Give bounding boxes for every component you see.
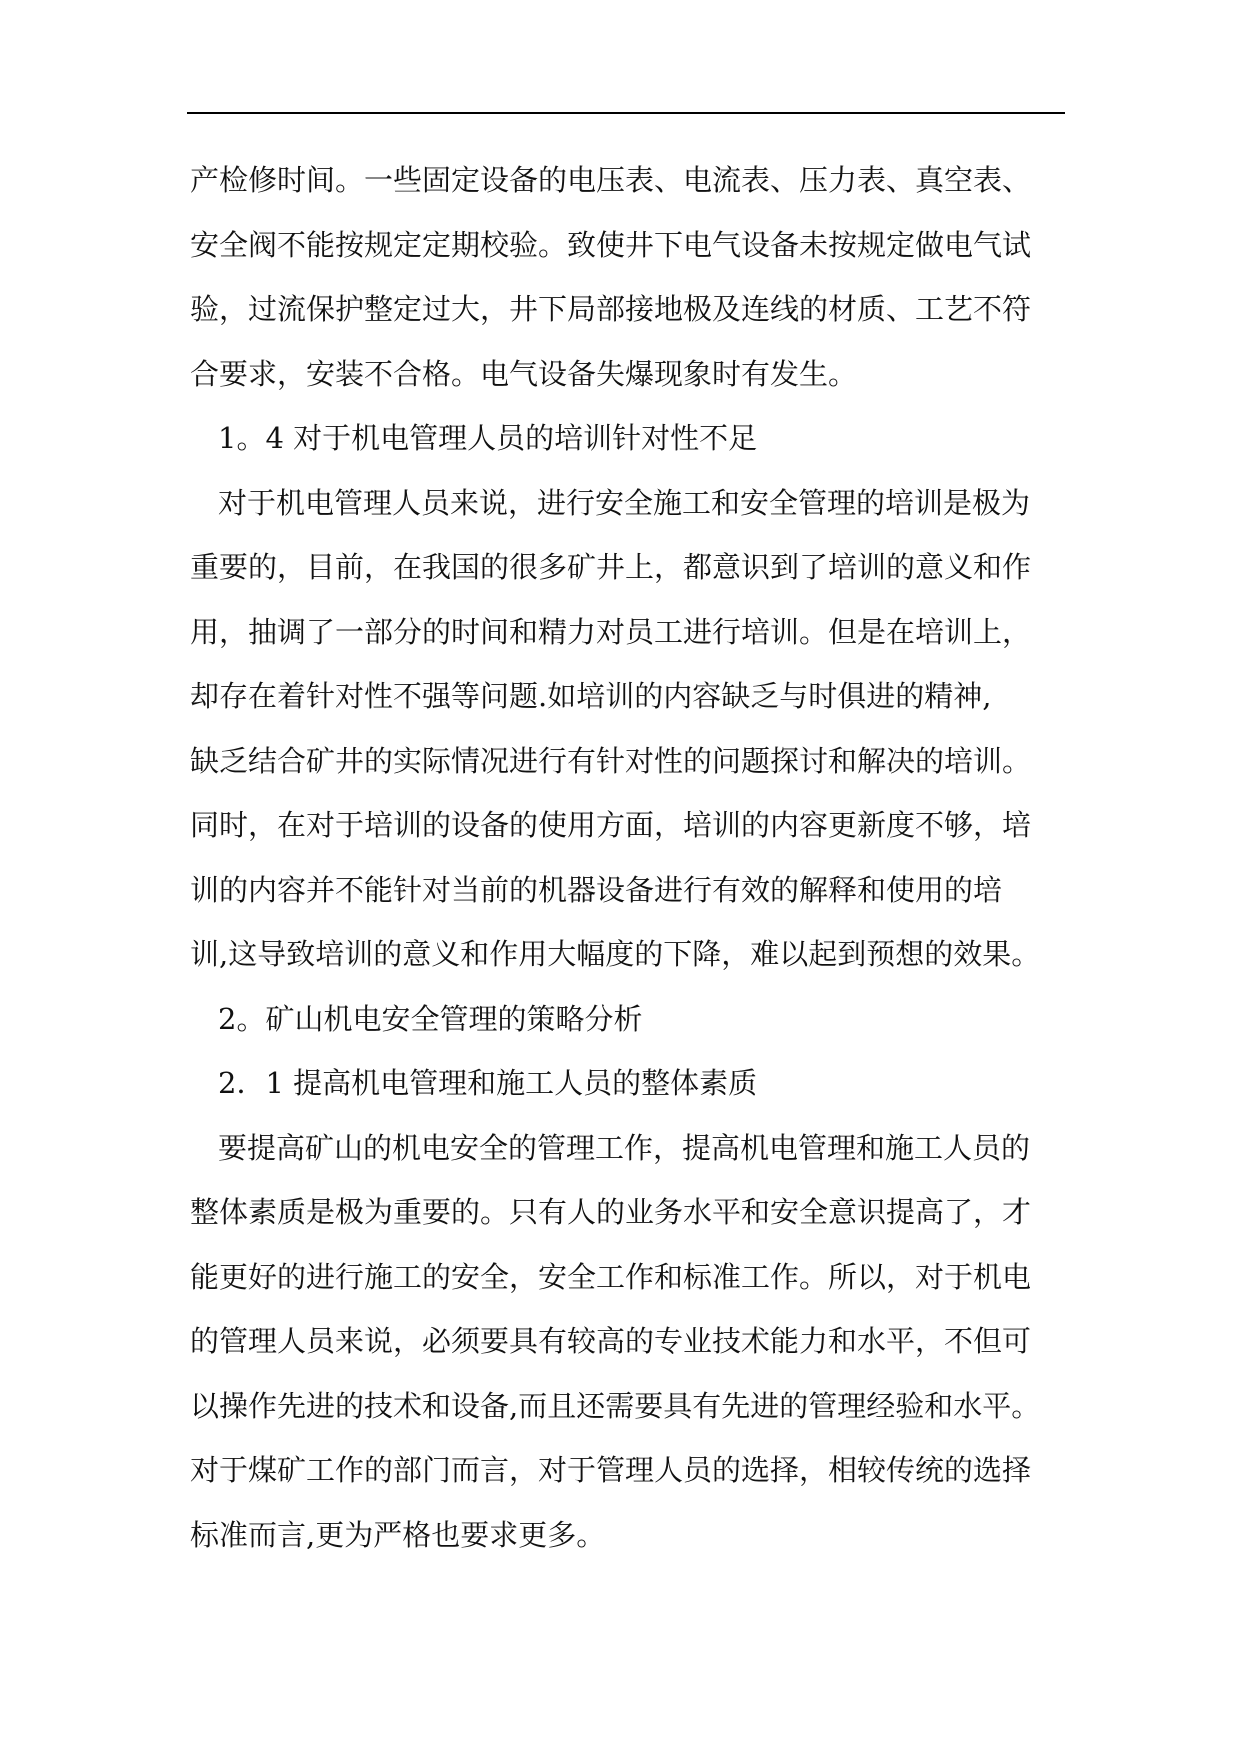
section-heading: 1。4 对于机电管理人员的培训针对性不足: [218, 421, 758, 455]
text-line: 重要的，目前，在我国的很多矿井上，都意识到了培训的意义和作: [190, 550, 1032, 584]
text-line: 用，抽调了一部分的时间和精力对员工进行培训。但是在培训上，: [190, 614, 1032, 649]
text-line: 以操作先进的技术和设备,而且还需要具有先进的管理经验和水平。: [190, 1388, 1041, 1423]
text-line: 对于机电管理人员来说，进行安全施工和安全管理的培训是极为: [218, 485, 1031, 520]
text-line: 要提高矿山的机电安全的管理工作，提高机电管理和施工人员的: [218, 1130, 1031, 1165]
text-line: 标准而言,更为严格也要求更多。: [190, 1517, 606, 1552]
text-line: 合要求，安装不合格。电气设备失爆现象时有发生。: [190, 356, 858, 391]
text-line: 训的内容并不能针对当前的机器设备进行有效的解释和使用的培: [190, 872, 1003, 907]
section-heading: 2。矿山机电安全管理的策略分析: [218, 1001, 643, 1036]
text-line: 却存在着针对性不强等问题.如培训的内容缺乏与时俱进的精神,: [190, 679, 992, 713]
text-line: 产检修时间。一些固定设备的电压表、电流表、压力表、真空表、: [190, 163, 1032, 197]
text-line: 验，过流保护整定过大，井下局部接地极及连线的材质、工艺不符: [190, 292, 1032, 326]
text-line: 的管理人员来说，必须要具有较高的专业技术能力和水平，不但可: [190, 1324, 1032, 1358]
text-line: 安全阀不能按规定定期校验。致使井下电气设备未按规定做电气试: [190, 227, 1032, 262]
header-rule: [187, 112, 1065, 114]
text-line: 能更好的进行施工的安全，安全工作和标准工作。所以，对于机电: [190, 1259, 1032, 1294]
text-line: 对于煤矿工作的部门而言，对于管理人员的选择，相较传统的选择: [190, 1453, 1032, 1487]
text-line: 训,这导致培训的意义和作用大幅度的下降，难以起到预想的效果。: [190, 937, 1041, 971]
text-line: 整体素质是极为重要的。只有人的业务水平和安全意识提高了，才: [190, 1195, 1032, 1229]
body-text: [190, 148, 1070, 1567]
text-line: 同时，在对于培训的设备的使用方面，培训的内容更新度不够，培: [190, 808, 1032, 842]
section-heading: 2．1 提高机电管理和施工人员的整体素质: [218, 1066, 758, 1100]
text-line: 缺乏结合矿井的实际情况进行有针对性的问题探讨和解决的培训。: [190, 743, 1032, 778]
